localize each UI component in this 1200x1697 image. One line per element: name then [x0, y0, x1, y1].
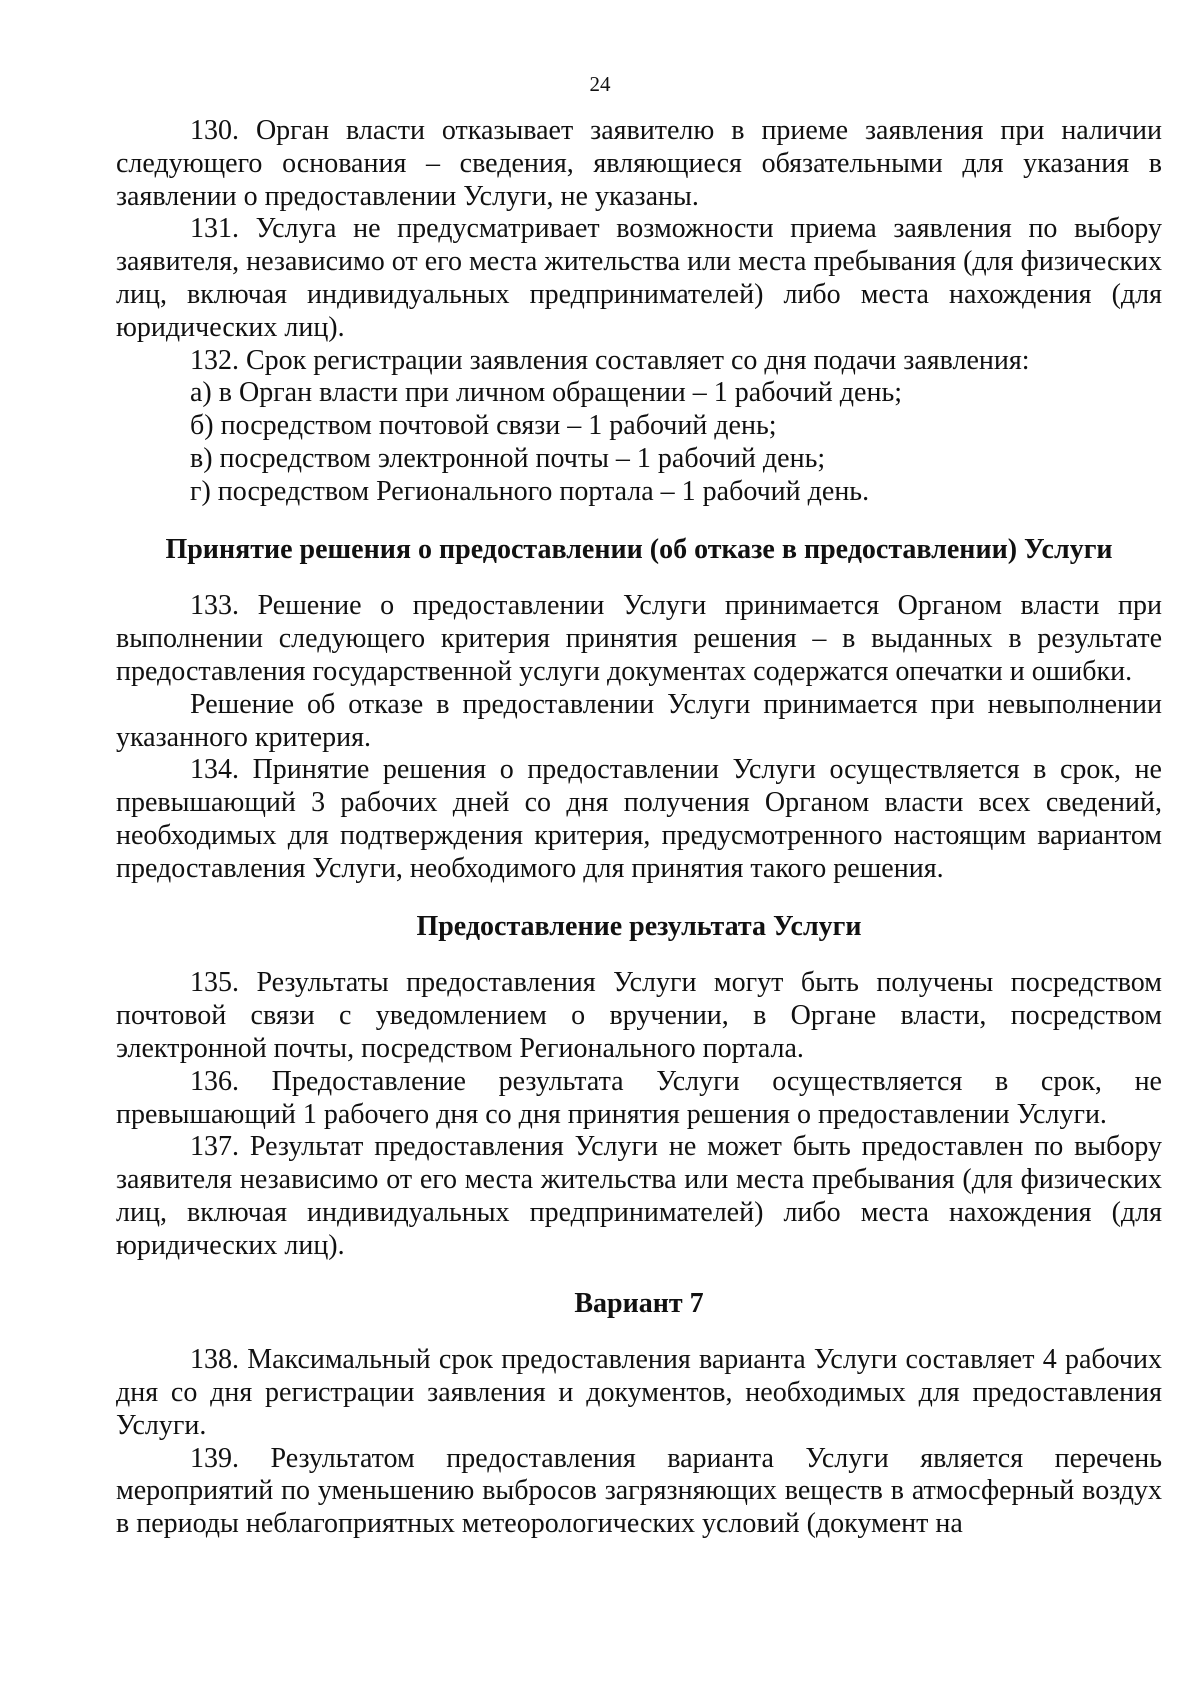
- paragraph-133: 133. Решение о предоставлении Услуги принимается Органом власти при выполнении следующего критерия принятия решения – в выданных в результате предоставления государственной услуги документах содержатся опечатки и ошибки.: [116, 590, 1162, 687]
- list-item-g: г) посредством Регионального портала – 1 рабочий день.: [190, 475, 870, 507]
- paragraph-136: 136. Предоставление результата Услуги осуществляется в срок, не превышающий 1 рабочего дня со дня принятия решения о предоставлении Услуги.: [116, 1065, 1162, 1130]
- page-number: 24: [589, 72, 611, 96]
- list-item-a: а) в Орган власти при личном обращении – 1 рабочий день;: [190, 377, 902, 409]
- paragraph-130: 130. Орган власти отказывает заявителю в приеме заявления при наличии следующего основания – сведения, являющиеся обязательными для указания в заявлении о предоставлении Услуги, не указаны.: [116, 115, 1162, 212]
- paragraph-135: 135. Результаты предоставления Услуги могут быть получены посредством почтовой связи с уведомлением о вручении, в Органе власти, посредством электронной почты, посредством Регионального портала.: [116, 967, 1162, 1064]
- list-item-v: в) посредством электронной почты – 1 рабочий день;: [190, 442, 826, 474]
- paragraph-133-refusal: Решение об отказе в предоставлении Услуги принимается при невыполнении указанного критерия.: [116, 688, 1162, 753]
- paragraph-137: 137. Результат предоставления Услуги не может быть предоставлен по выбору заявителя независимо от его места жительства или места пребывания (для физических лиц, включая индивидуальных предпринимателей) либо места нахождения (для юридических лиц).: [116, 1131, 1162, 1261]
- paragraph-131: 131. Услуга не предусматривает возможности приема заявления по выбору заявителя, независимо от его места жительства или места пребывания (для физических лиц, включая индивидуальных предпринимателей) либо места нахождения (для юридических лиц).: [116, 213, 1162, 343]
- paragraph-139: 139. Результатом предоставления варианта Услуги является перечень мероприятий по уменьшению выбросов загрязняющих веществ в атмосферный воздух в периоды неблагоприятных метеорологических условий (документ на: [116, 1442, 1162, 1540]
- section-heading-decision: Принятие решения о предоставлении (об отказе в предоставлении) Услуги: [165, 533, 1113, 565]
- paragraph-134: 134. Принятие решения о предоставлении Услуги осуществляется в срок, не превышающий 3 рабочих дней со дня получения Органом власти всех сведений, необходимых для подтверждения критерия, предусмотренного настоящим вариантом предоставления Услуги, необходимого для принятия такого решения.: [116, 754, 1162, 884]
- section-heading-result: Предоставление результата Услуги: [416, 910, 862, 942]
- list-item-b: б) посредством почтовой связи – 1 рабочий день;: [190, 410, 777, 442]
- section-heading-variant-7: Вариант 7: [574, 1287, 704, 1319]
- paragraph-138: 138. Максимальный срок предоставления варианта Услуги составляет 4 рабочих дня со дня регистрации заявления и документов, необходимых для предоставления Услуги.: [116, 1344, 1162, 1441]
- document-body: [116, 115, 1162, 1541]
- paragraph-132: 132. Срок регистрации заявления составляет со дня подачи заявления:: [190, 344, 1030, 376]
